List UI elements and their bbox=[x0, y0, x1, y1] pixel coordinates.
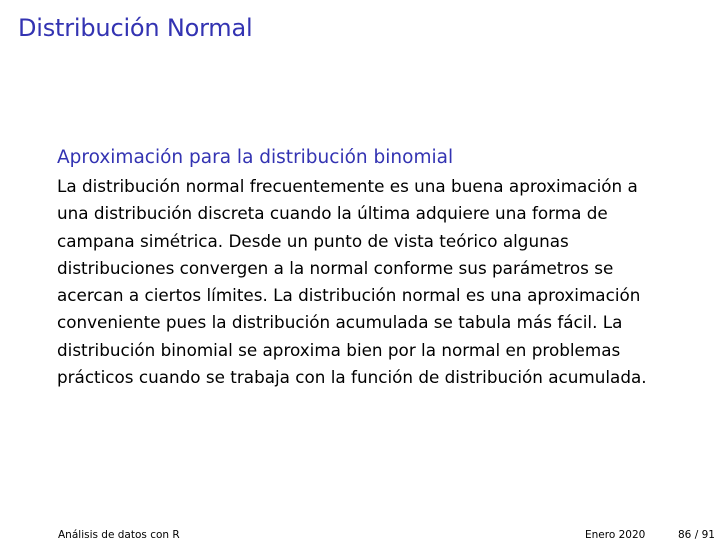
footer-course-title: Análisis de datos con R bbox=[58, 529, 180, 541]
body-line: prácticos cuando se trabaja con la función de distribución acumulada. bbox=[57, 367, 647, 388]
footer-date: Enero 2020 bbox=[585, 529, 646, 541]
block-title: Aproximación para la distribución binomial bbox=[57, 147, 454, 168]
body-line: distribuciones convergen a la normal conforme sus parámetros se bbox=[57, 257, 614, 278]
block-body bbox=[57, 173, 697, 391]
body-line: distribución binomial se aproxima bien por la normal en problemas bbox=[57, 339, 621, 360]
body-line: una distribución discreta cuando la última adquiere una forma de bbox=[57, 203, 608, 224]
body-line: acercan a ciertos límites. La distribución normal es una aproximación bbox=[57, 285, 641, 306]
body-line: La distribución normal frecuentemente es una buena aproximación a bbox=[57, 176, 638, 196]
body-line: campana simétrica. Desde un punto de vista teórico algunas bbox=[57, 230, 569, 251]
body-line: conveniente pues la distribución acumulada se tabula más fácil. La bbox=[57, 312, 623, 333]
content-block bbox=[57, 145, 697, 391]
footer-page-number: 86 / 91 bbox=[678, 529, 715, 541]
slide-title: Distribución Normal bbox=[18, 14, 253, 42]
